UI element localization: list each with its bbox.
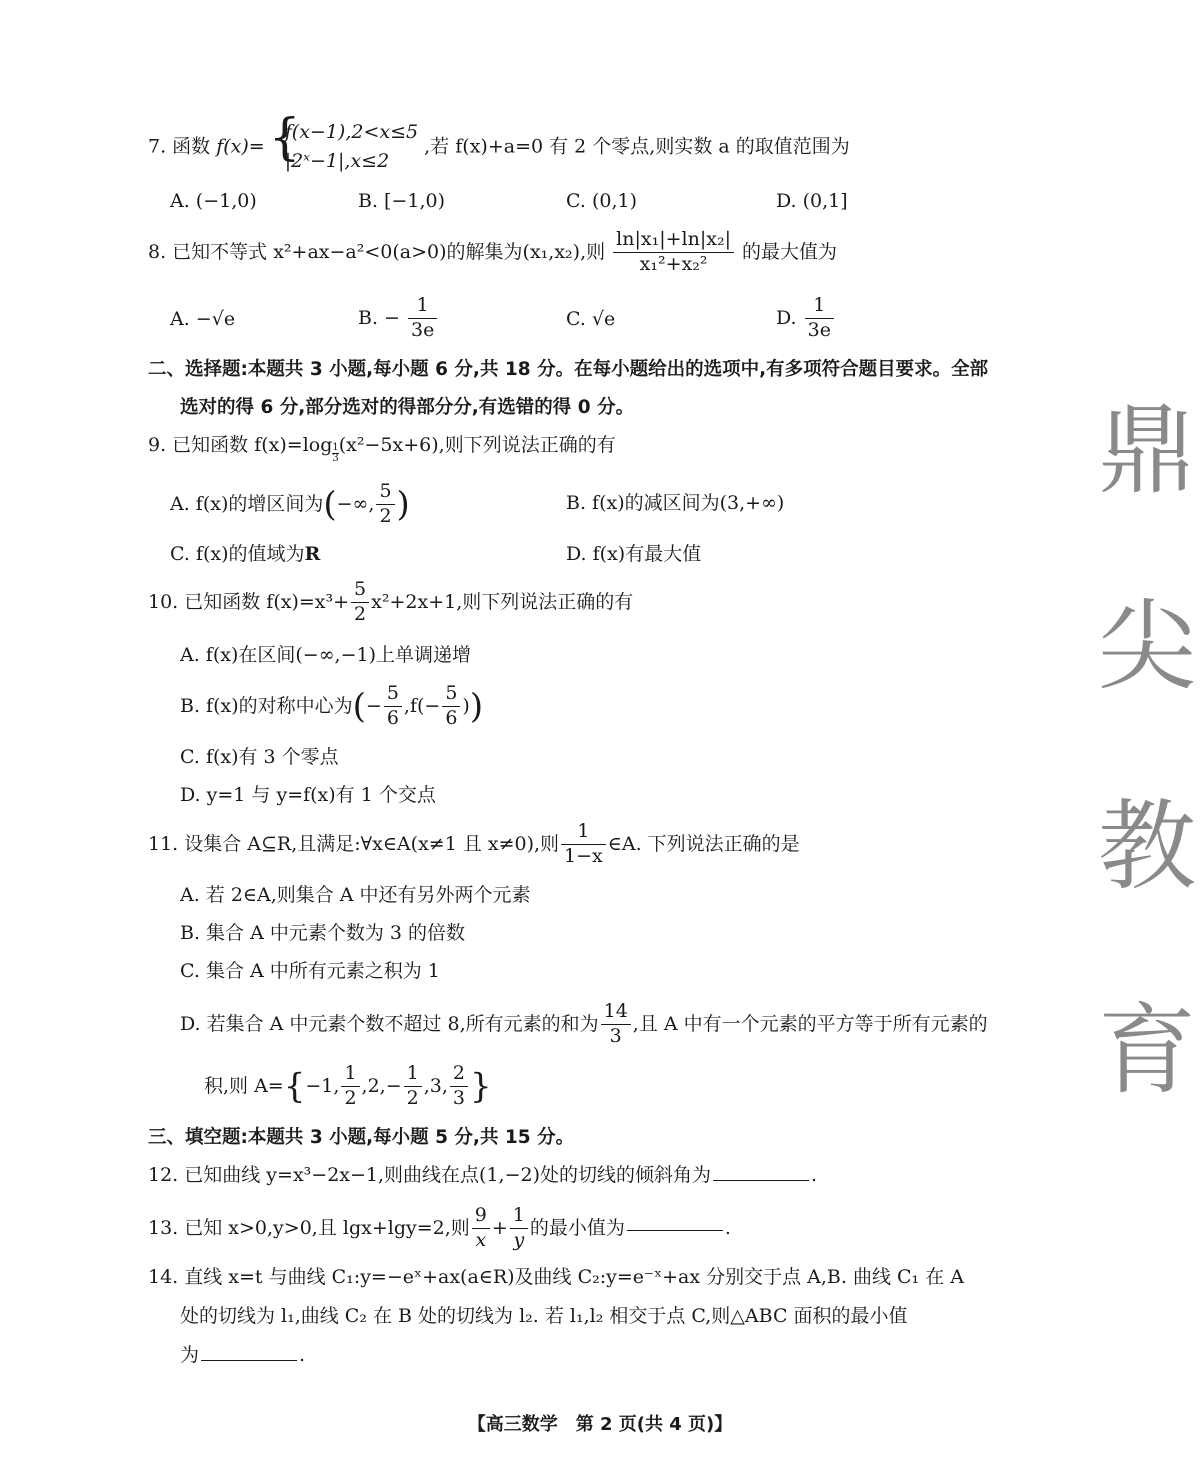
q9 [148,436,616,464]
q13-stem-b: 的最小值为 [529,1216,625,1239]
q14-line1: 14. 直线 x=t 与曲线 C₁:y=−eˣ+ax(a∈R)及曲线 C₂:y=e⁻ˣ+ax 分别交于点 A,B. 曲线 C₁ 在 A [148,1266,964,1288]
q7-brace: { [268,108,301,166]
q10-stem-b: x²+2x+1,则下列说法正确的有 [371,590,634,613]
q11-set-frac1 [341,1064,359,1109]
q13-n1: 9 [472,1206,490,1229]
q11-set-n3: 2 [450,1064,468,1087]
watermark-char-3: 教 [1097,790,1196,904]
watermark-char-4: 育 [1097,994,1196,1108]
q11-set-n1: 1 [341,1064,359,1087]
q12-stem: 12. 已知曲线 y=x³−2x−1,则曲线在点(1,−2)处的切线的倾斜角为 [148,1164,712,1186]
q11-set-d2: 2 [406,1086,419,1109]
q10-optb-den2: 6 [445,706,458,729]
q11-frac [561,822,606,867]
q13-d2: y [513,1228,525,1251]
q8-option-b [358,296,439,341]
q11-option-d [180,1002,988,1047]
q9-optc-prefix: C. f(x)的值域为 [170,543,305,565]
q13-frac2 [510,1206,528,1251]
q9-option-a [170,482,410,527]
q8-optd-den: 3e [807,318,831,341]
q7-func: f(x)= [216,135,265,158]
q10-optb-num1: 5 [384,684,402,707]
section3-heading: 三、填空题:本题共 3 小题,每小题 5 分,共 15 分。 [148,1127,575,1148]
q8 [148,230,837,275]
q12-end: . [811,1164,818,1186]
q13-plus: + [491,1216,508,1239]
q9-opta-num: 5 [376,482,394,505]
q11-set-frac2 [404,1064,422,1109]
q10-option-d: D. y=1 与 y=f(x)有 1 个交点 [180,784,436,806]
q9-optc-r: R [304,543,321,565]
q7-option-a: A. (−1,0) [170,190,257,212]
q10-optb-prefix: B. f(x)的对称中心为 [180,694,353,717]
q9-opta-lparen: ( [323,484,337,525]
q8-frac-num: ln|x₁|+ln|x₂| [613,230,734,253]
q8-optb-prefix: B. − [358,306,400,329]
q8-optb-den: 3e [411,318,435,341]
watermark-char-2: 尖 [1097,590,1196,704]
q8-option-d [776,296,836,341]
q11-optd-a: D. 若集合 A 中元素个数不超过 8,所有元素的和为 [180,1012,599,1035]
q11-set-part3: ,3, [423,1074,448,1097]
q11-optd-num: 14 [601,1002,631,1025]
q9-opta-frac [376,482,394,527]
section2-heading: 二、选择题:本题共 3 小题,每小题 6 分,共 18 分。在每小题给出的选项中,有多项符合题目要求。全部 [148,359,989,380]
q11-optd-b: ,且 A 中有一个元素的平方等于所有元素的 [632,1012,988,1035]
q9-base-num: 1 [332,442,339,453]
page-footer: 【高三数学 第 2 页(共 4 页)】 [467,1414,733,1435]
q8-optb-num: 1 [408,296,437,319]
q7-option-d: D. (0,1] [776,190,848,212]
q9-opta-prefix: A. f(x)的增区间为 [170,492,324,515]
q13-frac1 [472,1206,490,1251]
q11-option-c: C. 集合 A 中所有元素之积为 1 [180,960,440,982]
q8-option-c: C. √e [566,308,616,330]
q7 [148,108,850,177]
q14-line2: 处的切线为 l₁,曲线 C₂ 在 B 处的切线为 l₂. 若 l₁,l₂ 相交于点 C,则△ABC 面积的最小值 [180,1305,908,1327]
q13 [148,1206,731,1251]
q10-stem-a: 10. 已知函数 f(x)=x³+ [148,590,350,613]
q8-optb-frac [408,296,437,341]
q10-frac-num: 5 [351,580,369,603]
q11-stem-a: 11. 设集合 A⊆R,且满足:∀x∈A(x≠1 且 x≠0),则 [148,832,560,855]
q9-opta-left: −∞, [336,492,375,515]
q8-tail: 的最大值为 [742,240,838,263]
q9-stem: 9. 已知函数 f(x)=log [148,434,333,456]
q11-set-frac3 [450,1064,468,1109]
q10-option-c: C. f(x)有 3 个零点 [180,746,339,768]
q10-optb-mid: ,f(− [403,694,441,717]
q7-option-b: B. [−1,0) [358,190,446,212]
q8-frac-den: x₁²+x₂² [639,252,708,275]
q8-fraction [613,230,734,275]
q14-end: . [299,1344,306,1366]
q11-set-rbrace: } [469,1066,492,1107]
q9-opta-den: 2 [379,504,392,527]
q11 [148,822,800,867]
q7-stem: 7. 函数 [148,135,211,158]
q13-n2: 1 [510,1206,528,1229]
q11-optd-c: 积,则 A= [204,1074,284,1097]
q11-frac-num: 1 [561,822,606,845]
q11-set-d3: 3 [452,1086,465,1109]
q13-stem-a: 13. 已知 x>0,y>0,且 lgx+lgy=2,则 [148,1216,470,1239]
q10-optb-lparen: ( [352,686,366,727]
q10-optb-close: ) [462,694,470,717]
q10-optb-num2: 5 [442,684,460,707]
q8-optd-num: 1 [805,296,834,319]
q11-optd-den: 3 [609,1024,622,1047]
q10-optb-den1: 6 [386,706,399,729]
section2-heading-line2: 选对的得 6 分,部分选对的得部分分,有选错的得 0 分。 [180,397,635,418]
q12 [148,1166,817,1185]
q11-optd-frac [601,1002,631,1047]
q7-case2: |2ˣ−1|,x≤2 [284,150,390,173]
watermark-char-1: 鼎 [1097,394,1196,508]
q9-stem-tail: (x²−5x+6),则下列说法正确的有 [338,434,616,456]
q8-option-a: A. −√e [170,308,236,330]
q8-optd-prefix: D. [776,306,797,329]
q7-case1: f(x−1),2<x≤5 [284,121,419,143]
q11-option-b: B. 集合 A 中元素个数为 3 的倍数 [180,922,466,944]
q10-option-b [180,684,483,729]
q10-option-a: A. f(x)在区间(−∞,−1)上单调递增 [180,644,471,666]
q14-line3-text: 为 [180,1344,200,1366]
q7-piecewise [268,108,419,177]
q8-stem: 8. 已知不等式 x²+ax−a²<0(a>0)的解集为(x₁,x₂),则 [148,240,606,263]
q11-set-part2: ,2,− [361,1074,402,1097]
q11-option-d-line2 [204,1064,492,1109]
q9-option-d: D. f(x)有最大值 [566,543,702,565]
q11-set-part1: −1, [305,1074,340,1097]
q13-end: . [724,1216,731,1239]
q10-optb-minus: − [365,694,382,717]
q11-frac-den: 1−x [564,844,603,867]
q10-optb-frac2 [442,684,460,729]
q10-frac-den: 2 [354,602,367,625]
q9-opta-rparen: ) [396,484,410,525]
q11-set-n2: 1 [404,1064,422,1087]
q8-optd-frac [805,296,834,341]
q10 [148,580,633,625]
q10-frac [351,580,369,625]
q9-option-b: B. f(x)的减区间为(3,+∞) [566,492,785,514]
q9-base-den: 3 [332,453,339,464]
q7-option-c: C. (0,1) [566,190,637,212]
q14-answer-blank[interactable] [201,1356,297,1361]
q11-option-a: A. 若 2∈A,则集合 A 中还有另外两个元素 [180,884,531,906]
q13-d1: x [475,1228,487,1251]
q10-optb-rparen: ) [469,686,484,727]
q9-option-c [170,545,320,564]
q11-set-d1: 2 [344,1086,357,1109]
q11-set-lbrace: { [283,1066,306,1107]
q12-answer-blank[interactable] [713,1176,809,1181]
q10-optb-frac1 [384,684,402,729]
q11-stem-b: ∈A. 下列说法正确的是 [607,832,800,855]
q14-line3 [180,1346,305,1365]
q7-tail: ,若 f(x)+a=0 有 2 个零点,则实数 a 的取值范围为 [424,135,850,158]
q13-answer-blank[interactable] [627,1226,723,1231]
